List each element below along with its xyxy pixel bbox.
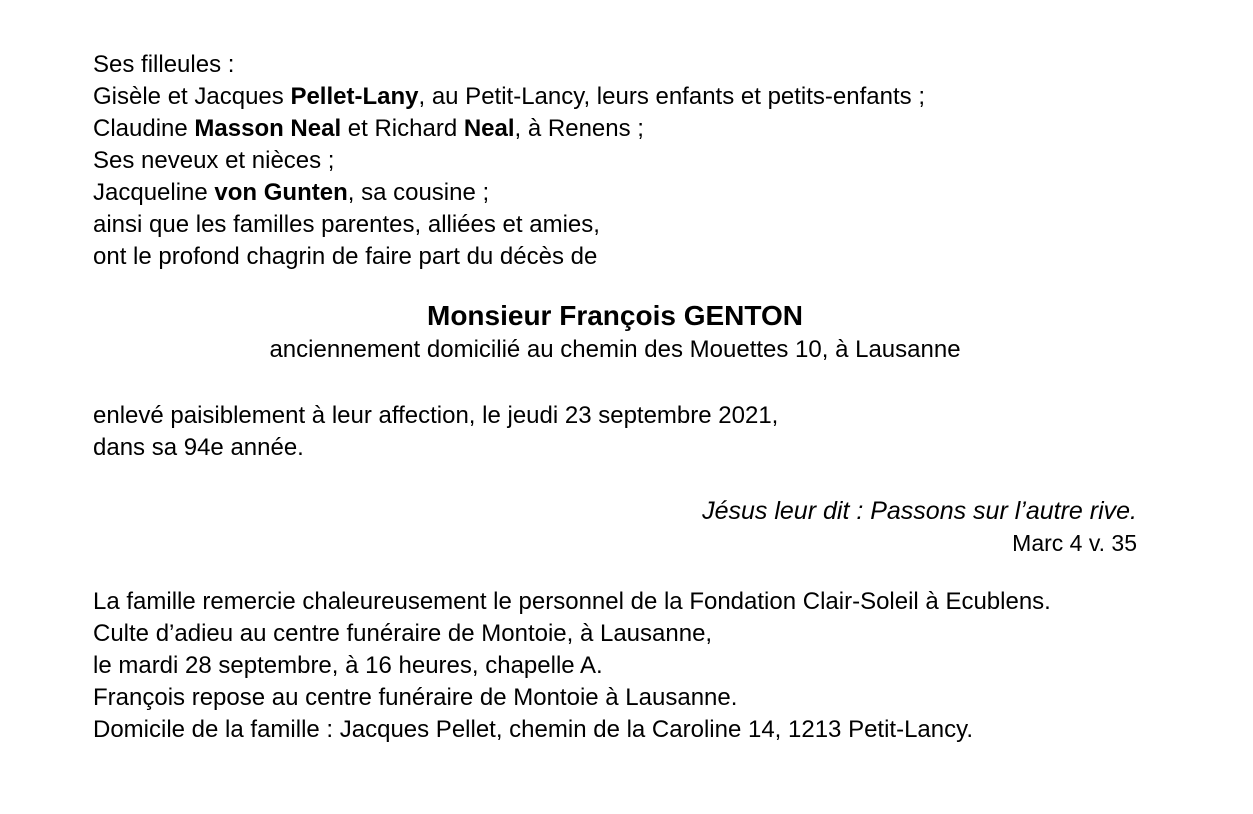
- pellet-lany-name: Pellet-Lany: [290, 83, 419, 110]
- jacqueline-prefix-text: Jacqueline: [93, 179, 215, 206]
- line-repose-place: [93, 682, 1137, 714]
- line-godchildren-header: [93, 49, 1137, 81]
- line-godchildren-neal: [93, 113, 1137, 145]
- neal-name: Neal: [463, 115, 515, 142]
- deceased-former-address: anciennement domicilié au chemin des Mouettes 10, à Lausanne: [269, 336, 961, 363]
- gisele-prefix-text: Gisèle et Jacques: [93, 83, 291, 110]
- bible-verse-section: [93, 495, 1137, 559]
- jacqueline-suffix-text: , sa cousine ;: [347, 179, 490, 206]
- deceased-section: [93, 297, 1137, 366]
- related-families-text: ainsi que les familles parentes, alliées et amies,: [93, 211, 600, 238]
- obituary-document: [93, 49, 1137, 746]
- death-date-text: enlevé paisiblement à leur affection, le jeudi 23 septembre 2021,: [93, 402, 779, 429]
- service-time-text: le mardi 28 septembre, à 16 heures, chapelle A.: [93, 652, 603, 679]
- line-nephews-nieces: [93, 145, 1137, 177]
- service-place-text: Culte d’adieu au centre funéraire de Montoie, à Lausanne,: [93, 620, 713, 647]
- gisele-suffix-text: , au Petit-Lancy, leurs enfants et petits-enfants ;: [418, 83, 925, 110]
- line-family-home: [93, 714, 1137, 746]
- repose-place-text: François repose au centre funéraire de Montoie à Lausanne.: [93, 684, 738, 711]
- line-godchildren-pellet-lany: [93, 81, 1137, 113]
- godchildren-header-text: Ses filleules :: [93, 51, 235, 78]
- family-thanks-text: La famille remercie chaleureusement le personnel de la Fondation Clair-Soleil à Ecublens.: [93, 588, 1051, 615]
- claudine-mid-text: et Richard: [341, 115, 464, 142]
- deceased-name: Monsieur François GENTON: [427, 300, 803, 331]
- line-cousin-von-gunten: [93, 177, 1137, 209]
- claudine-prefix-text: Claudine: [93, 115, 195, 142]
- line-family-thanks: [93, 586, 1137, 618]
- death-date-section: [93, 400, 1137, 464]
- masson-neal-name: Masson Neal: [194, 115, 342, 142]
- announce-death-text: ont le profond chagrin de faire part du décès de: [93, 243, 598, 270]
- line-service-time: [93, 650, 1137, 682]
- death-age-text: dans sa 94e année.: [93, 434, 304, 461]
- line-death-age: [93, 432, 1137, 464]
- nephews-nieces-text: Ses neveux et nièces ;: [93, 147, 335, 174]
- verse-quote: Jésus leur dit : Passons sur l’autre rive.: [702, 497, 1137, 525]
- line-death-date: [93, 400, 1137, 432]
- claudine-suffix-text: , à Renens ;: [514, 115, 644, 142]
- ceremony-details-section: [93, 586, 1137, 746]
- von-gunten-name: von Gunten: [214, 179, 348, 206]
- family-intro-section: [93, 49, 1137, 273]
- line-announce-death: [93, 241, 1137, 273]
- family-home-text: Domicile de la famille : Jacques Pellet, chemin de la Caroline 14, 1213 Petit-Lancy.: [93, 716, 974, 743]
- line-service-place: [93, 618, 1137, 650]
- line-related-families: [93, 209, 1137, 241]
- verse-reference: Marc 4 v. 35: [1012, 530, 1137, 556]
